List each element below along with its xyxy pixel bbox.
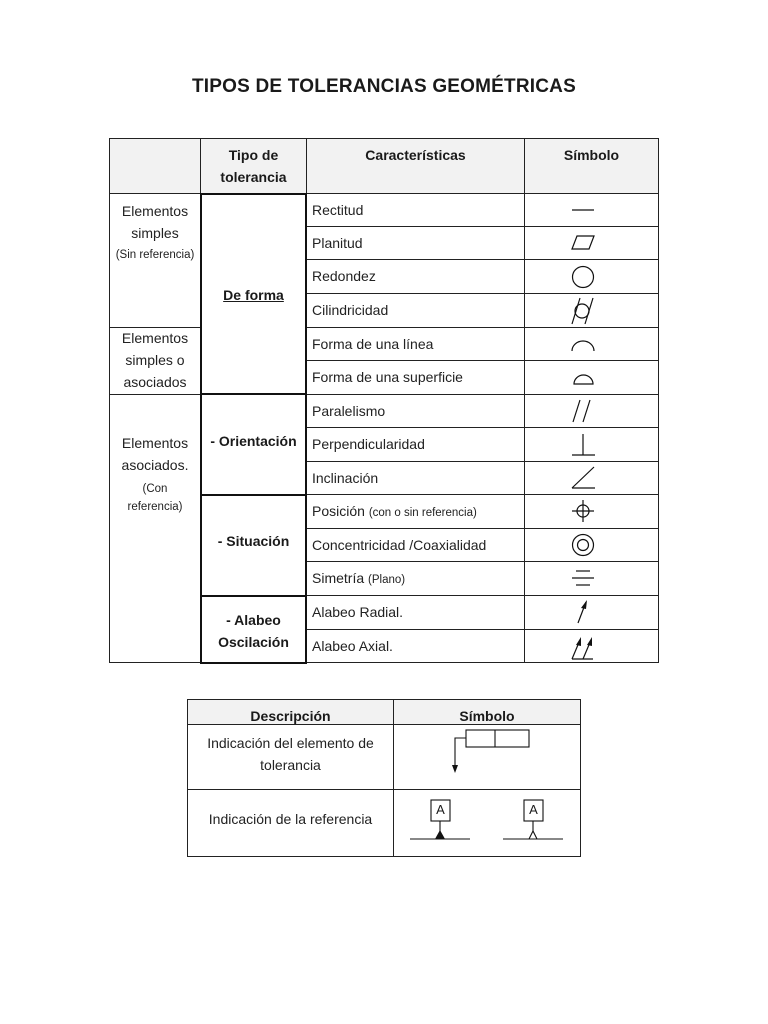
tolerance-frame-symbol	[455, 730, 529, 766]
table2-header-descripcion: Descripción	[250, 708, 331, 724]
group-mixtos-line3: asociados	[123, 374, 187, 390]
table2-row-tolerance-line1: Indicación del elemento de	[207, 735, 374, 751]
characteristic-label: Alabeo Radial.	[312, 604, 404, 620]
characteristic-label: Paralelismo	[312, 403, 386, 419]
characteristic-label: Rectitud	[312, 202, 364, 218]
type-alabeo-line1: - Alabeo	[226, 612, 281, 628]
type-situacion: - Situación	[217, 533, 290, 549]
table2-row-tolerance-line2: tolerancia	[260, 757, 321, 773]
characteristic-label: Forma de una línea	[312, 336, 434, 352]
characteristic-label: Simetría	[312, 570, 365, 586]
type-forma: De forma	[223, 287, 284, 303]
group-simples-line2: simples	[131, 225, 179, 241]
characteristic-label: Planitud	[312, 235, 363, 251]
datum-letter-1: A	[436, 802, 445, 817]
characteristic-label: Concentricidad /Coaxialidad	[312, 537, 487, 553]
group-asociados-note-line2: referencia)	[127, 501, 183, 513]
characteristic-label: Redondez	[312, 268, 376, 284]
header-simbolo: Símbolo	[563, 147, 620, 163]
characteristic-note: (Plano)	[368, 574, 406, 586]
type-alabeo-line2: Oscilación	[218, 634, 289, 650]
datum-letter-2: A	[529, 802, 538, 817]
header-tipo-line2: tolerancia	[220, 169, 287, 185]
characteristic-note: (con o sin referencia)	[368, 507, 477, 519]
group-asociados-line2: asociados.	[121, 457, 189, 473]
group-simples-line1: Elementos	[121, 203, 189, 219]
characteristic-label: Posición	[312, 503, 365, 519]
group-mixtos-line1: Elementos	[121, 330, 189, 346]
table2-row-datum: Indicación de la referencia	[208, 811, 373, 827]
characteristic-label: Inclinación	[312, 470, 379, 486]
characteristic-label: Forma de una superficie	[312, 369, 463, 385]
characteristic-label: Perpendicularidad	[312, 436, 425, 452]
table2-header-simbolo: Símbolo	[459, 708, 515, 724]
page-title: TIPOS DE TOLERANCIAS GEOMÉTRICAS	[192, 76, 576, 97]
header-caracteristicas: Características	[365, 147, 466, 163]
header-tipo-line1: Tipo de	[228, 147, 279, 163]
group-asociados-note-line1: (Con	[142, 483, 168, 495]
characteristic-label: Alabeo Axial.	[312, 638, 393, 654]
group-simples-note: (Sin referencia)	[115, 249, 195, 261]
type-orientacion: - Orientación	[210, 433, 297, 449]
group-asociados-line1: Elementos	[121, 435, 189, 451]
characteristic-label: Cilindricidad	[312, 302, 389, 318]
group-mixtos-line2: simples o	[125, 352, 185, 368]
